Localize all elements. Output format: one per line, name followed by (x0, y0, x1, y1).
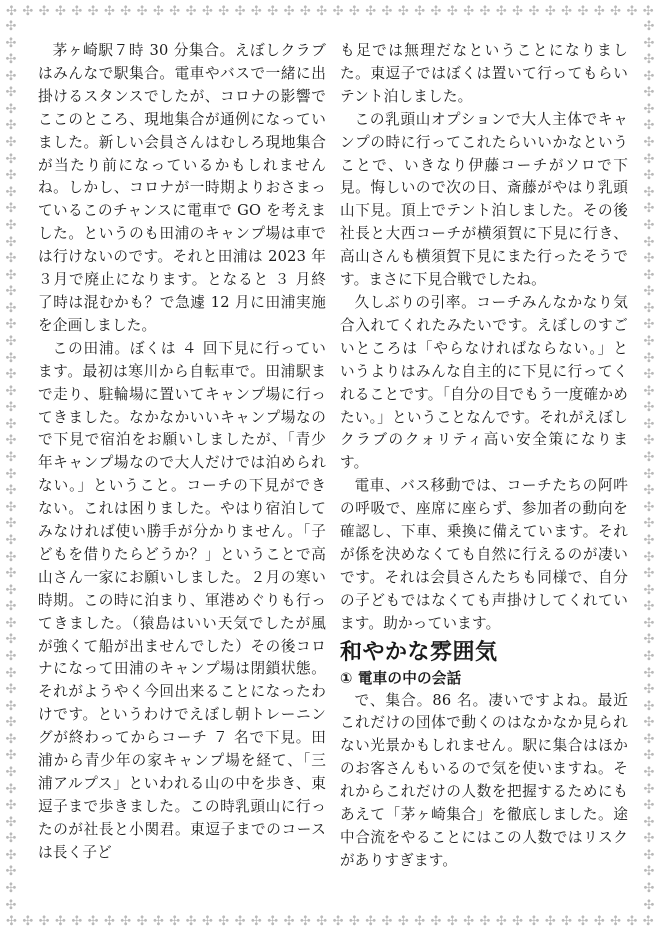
border-ornament-icon: ✣ (5, 582, 17, 598)
border-ornament-icon: ✣ (643, 184, 655, 200)
border-ornament-icon: ✣ (5, 251, 17, 267)
border-ornament-icon: ✣ (5, 632, 17, 648)
border-ornament-icon: ✣ (5, 748, 17, 764)
border-ornament-icon: ✣ (528, 913, 540, 929)
border-ornament-icon: ✣ (643, 317, 655, 333)
border-ornament-icon: ✣ (397, 913, 409, 929)
border-ornament-icon: ✣ (136, 3, 148, 19)
border-ornament-icon: ✣ (430, 3, 442, 19)
border-ornament-icon: ✣ (5, 300, 17, 316)
paragraph: 電車、バス移動では、コーチたちの阿吽の呼吸で、座席に座らず、参加者の動向を確認し、下車、乗換に備えています。それが係を決めなくても自然に行えるのが凄いです。それは会員さんたちも同様で、自分の子どもではなくても声掛けしてくれています。助かっています。 (340, 477, 628, 632)
border-ornament-icon: ✣ (5, 383, 17, 399)
border-ornament-icon: ✣ (643, 284, 655, 300)
border-ornament-icon: ✣ (5, 466, 17, 482)
border-ornament-icon: ✣ (643, 715, 655, 731)
border-ornament-icon: ✣ (577, 913, 589, 929)
border-ornament-icon: ✣ (593, 913, 605, 929)
border-ornament-icon: ✣ (643, 499, 655, 515)
border-ornament-icon: ✣ (267, 3, 279, 19)
border-ornament-icon: ✣ (5, 68, 17, 84)
border-ornament-icon: ✣ (5, 847, 17, 863)
border-ornament-icon: ✣ (643, 665, 655, 681)
border-ornament-icon: ✣ (479, 913, 491, 929)
border-ornament-icon: ✣ (643, 101, 655, 117)
border-ornament-icon: ✣ (643, 798, 655, 814)
border-ornament-icon: ✣ (626, 913, 638, 929)
border-ornament-icon: ✣ (5, 897, 17, 913)
paragraph: 茅ヶ崎駅７時 30 分集合。えぼしクラブはみんなで駅集合。電車やバスで一緒に出掛けるスタンスでしたが、コロナの影響でここのところ、現地集合が通例になっていました。新しい会員さんはむしろ現地集合が当たり前になっているかもしれませんね。しかし、コロナが一時期よりおさまっているこのチャンスに電車で GO を考えました。というのも田浦のキャンプ場は車では行けないのです。それと田浦は 2023 年３月で廃止になります。となると ３ 月終了時は混むかも？で急遽 12 月に田浦実施を企画しました。 (38, 42, 326, 334)
border-ornament-icon: ✣ (250, 913, 262, 929)
border-ornament-icon: ✣ (136, 913, 148, 929)
border-ornament-icon: ✣ (495, 3, 507, 19)
border-ornament-icon: ✣ (643, 217, 655, 233)
border-ornament-icon: ✣ (5, 599, 17, 615)
border-ornament-icon: ✣ (643, 333, 655, 349)
border-ornament-icon: ✣ (643, 68, 655, 84)
border-ornament-icon: ✣ (643, 831, 655, 847)
border-ornament-icon: ✣ (5, 516, 17, 532)
border-ornament-icon: ✣ (218, 913, 230, 929)
border-ornament-icon: ✣ (5, 168, 17, 184)
border-ornament-icon: ✣ (5, 715, 17, 731)
border-ornament-icon: ✣ (6, 3, 17, 19)
border-ornament-icon: ✣ (643, 251, 655, 267)
border-ornament-icon: ✣ (6, 913, 17, 929)
border-ornament-icon: ✣ (643, 450, 655, 466)
border-ornament-icon: ✣ (643, 234, 655, 250)
border-ornament-icon: ✣ (120, 3, 132, 19)
border-ornament-icon: ✣ (643, 864, 655, 880)
paragraph: 久しぶりの引率。コーチみんなかなり気合入れてくれたみたいです。えぼしのすごいところは「やらなければならない。」というよりはみんな自主的に下見に行ってくれることです。「自分の目でもう一度確かめたい。」ということなんです。それがえぼしクラブのクォリティ高い安全策になります。 (340, 293, 628, 472)
border-ornament-icon: ✣ (643, 599, 655, 615)
page-border-right (642, 20, 656, 912)
border-ornament-icon: ✣ (5, 317, 17, 333)
border-ornament-icon: ✣ (332, 3, 344, 19)
border-ornament-icon: ✣ (5, 151, 17, 167)
border-ornament-icon: ✣ (348, 913, 360, 929)
border-ornament-icon: ✣ (5, 35, 17, 51)
border-ornament-icon: ✣ (5, 781, 17, 797)
border-ornament-icon: ✣ (643, 400, 655, 416)
border-ornament-icon: ✣ (643, 35, 655, 51)
border-ornament-icon: ✣ (201, 3, 213, 19)
border-ornament-icon: ✣ (5, 433, 17, 449)
border-ornament-icon: ✣ (643, 582, 655, 598)
border-ornament-icon: ✣ (365, 913, 377, 929)
border-ornament-icon: ✣ (5, 532, 17, 548)
border-ornament-icon: ✣ (512, 3, 524, 19)
border-ornament-icon: ✣ (5, 350, 17, 366)
border-ornament-icon: ✣ (643, 765, 655, 781)
border-ornament-icon: ✣ (643, 85, 655, 101)
border-ornament-icon: ✣ (528, 3, 540, 19)
border-ornament-icon: ✣ (642, 3, 654, 19)
section-heading: 和やかな雰囲気 (340, 639, 498, 665)
border-ornament-icon: ✣ (642, 913, 654, 929)
border-ornament-icon: ✣ (250, 3, 262, 19)
border-ornament-icon: ✣ (643, 151, 655, 167)
border-ornament-icon: ✣ (103, 913, 115, 929)
border-ornament-icon: ✣ (643, 897, 655, 913)
border-ornament-icon: ✣ (22, 3, 34, 19)
border-ornament-icon: ✣ (643, 615, 655, 631)
border-ornament-icon: ✣ (512, 913, 524, 929)
page-border-left (4, 20, 18, 912)
border-ornament-icon: ✣ (381, 913, 393, 929)
border-ornament-icon: ✣ (5, 101, 17, 117)
right-column (340, 40, 628, 873)
border-ornament-icon: ✣ (381, 3, 393, 19)
border-ornament-icon: ✣ (643, 350, 655, 366)
border-ornament-icon: ✣ (38, 3, 50, 19)
border-ornament-icon: ✣ (430, 913, 442, 929)
border-ornament-icon: ✣ (643, 648, 655, 664)
border-ornament-icon: ✣ (446, 913, 458, 929)
border-ornament-icon: ✣ (414, 3, 426, 19)
sub-heading: ① 電車の中の会話 (340, 669, 462, 687)
left-column (38, 40, 326, 865)
border-ornament-icon: ✣ (561, 913, 573, 929)
border-ornament-icon: ✣ (643, 466, 655, 482)
border-ornament-icon: ✣ (643, 19, 655, 34)
border-ornament-icon: ✣ (120, 913, 132, 929)
border-ornament-icon: ✣ (299, 913, 311, 929)
border-ornament-icon: ✣ (5, 831, 17, 847)
border-ornament-icon: ✣ (5, 814, 17, 830)
border-ornament-icon: ✣ (38, 913, 50, 929)
border-ornament-icon: ✣ (365, 3, 377, 19)
border-ornament-icon: ✣ (643, 814, 655, 830)
border-ornament-icon: ✣ (5, 798, 17, 814)
border-ornament-icon: ✣ (495, 913, 507, 929)
border-ornament-icon: ✣ (5, 648, 17, 664)
border-ornament-icon: ✣ (643, 483, 655, 499)
border-ornament-icon: ✣ (283, 913, 295, 929)
border-ornament-icon: ✣ (5, 416, 17, 432)
border-ornament-icon: ✣ (5, 400, 17, 416)
border-ornament-icon: ✣ (332, 913, 344, 929)
border-ornament-icon: ✣ (103, 3, 115, 19)
paragraph: この乳頭山オプションで大人主体でキャンプの時に行ってこれたらいいかなということで、いきなり伊藤コーチがソロで下見。悔しいので次の日、斎藤がやはり乳頭山下見。頂上でテント泊しました。その後社長と大西コーチが横須賀に下見に行き、高山さんも横須賀下見にまた行ったそうです。まさに下見合戦でしたね。 (340, 110, 628, 289)
border-ornament-icon: ✣ (544, 913, 556, 929)
border-ornament-icon: ✣ (643, 847, 655, 863)
border-ornament-icon: ✣ (643, 118, 655, 134)
border-ornament-icon: ✣ (5, 217, 17, 233)
border-ornament-icon: ✣ (152, 3, 164, 19)
border-ornament-icon: ✣ (87, 3, 99, 19)
border-ornament-icon: ✣ (643, 383, 655, 399)
border-ornament-icon: ✣ (169, 913, 181, 929)
border-ornament-icon: ✣ (643, 416, 655, 432)
border-ornament-icon: ✣ (316, 3, 328, 19)
border-ornament-icon: ✣ (5, 184, 17, 200)
border-ornament-icon: ✣ (5, 333, 17, 349)
border-ornament-icon: ✣ (5, 549, 17, 565)
border-ornament-icon: ✣ (5, 267, 17, 283)
border-ornament-icon: ✣ (577, 3, 589, 19)
border-ornament-icon: ✣ (643, 881, 655, 897)
border-ornament-icon: ✣ (479, 3, 491, 19)
border-ornament-icon: ✣ (234, 3, 246, 19)
border-ornament-icon: ✣ (643, 532, 655, 548)
border-ornament-icon: ✣ (71, 3, 83, 19)
paragraph: この田浦。ぼくは ４ 回下見に行っています。最初は寒川から自転車で。田浦駅まで走り、駐輪場に置いてキャンプ場に行ってきました。なかなかいいキャンプ場なので下見で宿泊をお願いしましたが、「青少年キャンプ場なので大人だけでは泊められない。」ということ。コーチの下見ができない。これは困りました。やはり宿泊してみなければ使い勝手が分かりません。「子どもを借りたらどうか？」ということで高山さん一家にお願いしました。２月の寒い時期。この時に泊まり、軍港めぐりも行ってきました。（猿島はいい天気でしたが風が強くて船が出ませんでした）その後コロナになって田浦のキャンプ場は閉鎖状態。それがようやく今回出来ることになったわけです。というわけでえぼし朝トレーニングが終わってからコーチ ７ 名で下見。田浦から青少年の家キャンプ場を経て、「三浦アルプス」といわれる山の中を歩き、東逗子まで歩きました。この時乳頭山に行ったのが社長と小関君。東逗子までのコースは長く子ど (38, 339, 326, 861)
border-ornament-icon: ✣ (5, 615, 17, 631)
border-ornament-icon: ✣ (283, 3, 295, 19)
border-ornament-icon: ✣ (643, 781, 655, 797)
border-ornament-icon: ✣ (5, 483, 17, 499)
border-ornament-icon: ✣ (5, 765, 17, 781)
border-ornament-icon: ✣ (5, 665, 17, 681)
border-ornament-icon: ✣ (316, 913, 328, 929)
border-ornament-icon: ✣ (544, 3, 556, 19)
border-ornament-icon: ✣ (643, 135, 655, 151)
border-ornament-icon: ✣ (643, 566, 655, 582)
border-ornament-icon: ✣ (267, 913, 279, 929)
border-ornament-icon: ✣ (87, 913, 99, 929)
continued-paragraph: も足では無理だなということになりました。東逗子ではぼくは置いて行ってもらいテント泊しました。 (340, 42, 628, 105)
border-ornament-icon: ✣ (643, 52, 655, 68)
border-ornament-icon: ✣ (643, 698, 655, 714)
border-ornament-icon: ✣ (54, 913, 66, 929)
border-ornament-icon: ✣ (185, 3, 197, 19)
border-ornament-icon: ✣ (561, 3, 573, 19)
border-ornament-icon: ✣ (5, 118, 17, 134)
border-ornament-icon: ✣ (397, 3, 409, 19)
page-border-bottom (6, 914, 654, 928)
border-ornament-icon: ✣ (643, 682, 655, 698)
border-ornament-icon: ✣ (593, 3, 605, 19)
border-ornament-icon: ✣ (5, 85, 17, 101)
paragraph: で、集合。86 名。凄いですよね。最近これだけの団体で動くのはなかなか見られない光景かもしれません。駅に集合はほかのお客さんもいるので気を使いますね。それからこれだけの人数を把握するためにもあえて「茅ヶ崎集合」を徹底しました。途中合流をやることにはこの人数ではリスクがありすぎます。 (340, 691, 628, 869)
border-ornament-icon: ✣ (348, 3, 360, 19)
border-ornament-icon: ✣ (5, 698, 17, 714)
border-ornament-icon: ✣ (610, 913, 622, 929)
border-ornament-icon: ✣ (5, 499, 17, 515)
border-ornament-icon: ✣ (54, 3, 66, 19)
page-border-top (6, 4, 654, 18)
border-ornament-icon: ✣ (643, 267, 655, 283)
border-ornament-icon: ✣ (643, 433, 655, 449)
border-ornament-icon: ✣ (463, 913, 475, 929)
border-ornament-icon: ✣ (71, 913, 83, 929)
border-ornament-icon: ✣ (626, 3, 638, 19)
border-ornament-icon: ✣ (218, 3, 230, 19)
border-ornament-icon: ✣ (5, 201, 17, 217)
border-ornament-icon: ✣ (234, 913, 246, 929)
border-ornament-icon: ✣ (610, 3, 622, 19)
border-ornament-icon: ✣ (5, 881, 17, 897)
border-ornament-icon: ✣ (5, 234, 17, 250)
border-ornament-icon: ✣ (643, 168, 655, 184)
border-ornament-icon: ✣ (643, 367, 655, 383)
border-ornament-icon: ✣ (5, 284, 17, 300)
border-ornament-icon: ✣ (643, 516, 655, 532)
border-ornament-icon: ✣ (643, 731, 655, 747)
border-ornament-icon: ✣ (5, 682, 17, 698)
border-ornament-icon: ✣ (5, 864, 17, 880)
border-ornament-icon: ✣ (5, 19, 17, 34)
border-ornament-icon: ✣ (643, 748, 655, 764)
border-ornament-icon: ✣ (643, 201, 655, 217)
border-ornament-icon: ✣ (643, 632, 655, 648)
border-ornament-icon: ✣ (5, 52, 17, 68)
border-ornament-icon: ✣ (299, 3, 311, 19)
border-ornament-icon: ✣ (201, 913, 213, 929)
border-ornament-icon: ✣ (185, 913, 197, 929)
border-ornament-icon: ✣ (463, 3, 475, 19)
border-ornament-icon: ✣ (5, 450, 17, 466)
border-ornament-icon: ✣ (22, 913, 34, 929)
border-ornament-icon: ✣ (643, 300, 655, 316)
border-ornament-icon: ✣ (5, 135, 17, 151)
border-ornament-icon: ✣ (5, 367, 17, 383)
border-ornament-icon: ✣ (643, 549, 655, 565)
border-ornament-icon: ✣ (169, 3, 181, 19)
border-ornament-icon: ✣ (414, 913, 426, 929)
border-ornament-icon: ✣ (5, 731, 17, 747)
border-ornament-icon: ✣ (5, 566, 17, 582)
border-ornament-icon: ✣ (446, 3, 458, 19)
border-ornament-icon: ✣ (152, 913, 164, 929)
